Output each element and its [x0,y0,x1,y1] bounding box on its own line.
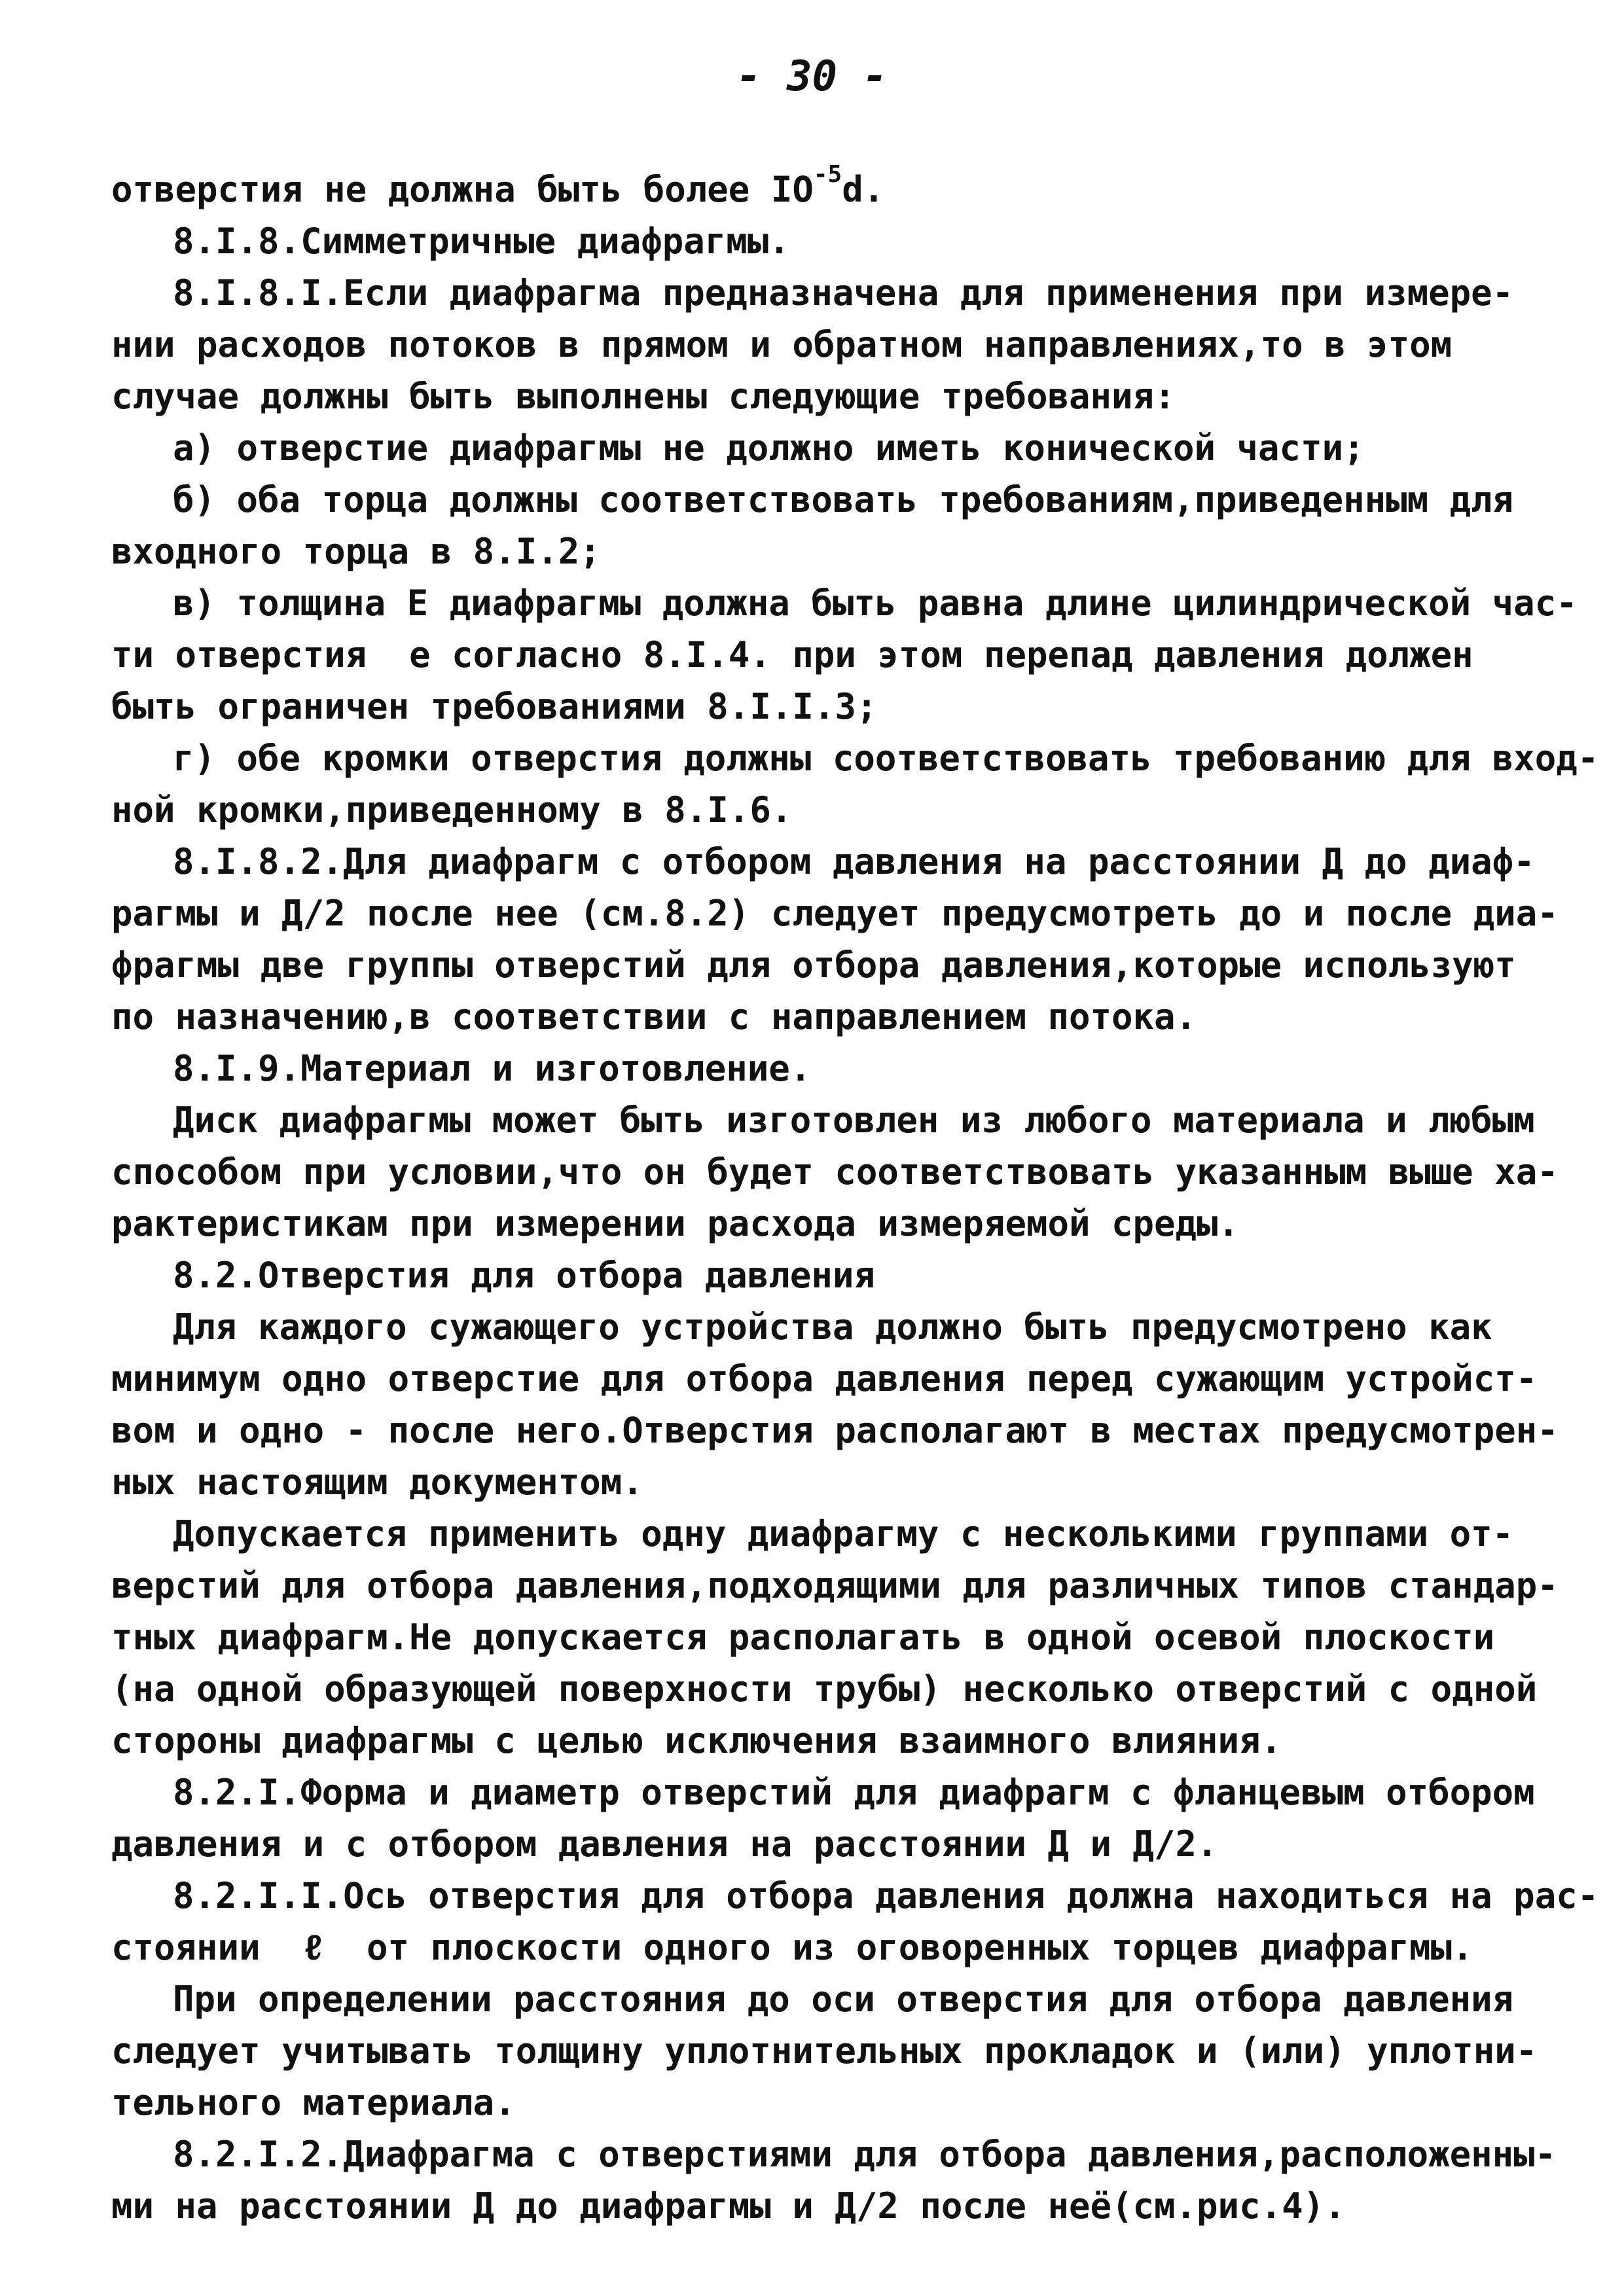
text-line: 8.2.I.Форма и диаметр отверстий для диафрагм с фланцевым отбором [173,1772,1535,1813]
text-line: стоянии ℓ от плоскости одного из оговоренных торцев диафрагмы. [111,1927,1473,1968]
text-line: 8.2.Отверстия для отбора давления [173,1255,875,1296]
text-line: рактеристикам при измерении расхода измеряемой среды. [111,1203,1240,1244]
document-body [111,161,1599,2232]
text-line: верстий для отбора давления,подходящими для различных типов стандар- [111,1565,1559,1606]
text-line: г) обе кромки отверстия должны соответствовать требованию для вход- [173,738,1599,779]
text-line: 8.I.8.I.Если диафрагма предназначена для применения при измере- [173,272,1514,314]
text-line: 8.2.I.I.Ось отверстия для отбора давления должна находиться на рас- [173,1875,1599,1916]
text-line: вом и одно - после него.Отверстия располагают в местах предусмотрен- [111,1410,1559,1451]
text-line: быть ограничен требованиями 8.I.I.3; [111,686,878,727]
text-line: по назначению,в соответствии с направлением потока. [111,996,1197,1037]
text-line: рагмы и Д/2 после нее (см.8.2) следует предусмотреть до и после диа- [111,893,1559,934]
text-line: следует учитывать толщину уплотнительных прокладок и (или) уплотни- [111,2030,1538,2072]
text-line: нии расходов потоков в прямом и обратном направлениях,то в этом [111,324,1453,365]
text-line: в) толщина E диафрагмы должна быть равна длине цилиндрической час- [173,583,1578,624]
text-line: ти отверстия e согласно 8.I.4. при этом перепад давления должен [111,634,1473,675]
text-line: 8.I.9.Материал и изготовление. [173,1048,812,1089]
text-line: Диск диафрагмы может быть изготовлен из любого материала и любым [173,1100,1535,1141]
text-line: ми на расстоянии Д до диафрагмы и Д/2 после неё(см.рис.4). [111,2185,1346,2227]
text-line: б) оба торца должны соответствовать требованиям,приведенным для [173,479,1514,520]
text-line: входного торца в 8.I.2; [111,531,601,572]
text-line: минимум одно отверстие для отбора давления перед сужающим устройст- [111,1358,1538,1399]
text-line: давления и с отбором давления на расстоянии Д и Д/2. [111,1823,1218,1865]
text-line: Допускается применить одну диафрагму с несколькими группами от- [173,1513,1514,1554]
text-line: (на одной образующей поверхности трубы) несколько отверстий с одной [111,1668,1538,1710]
page-number: - 30 - [736,52,888,101]
text-line: тельного материала. [111,2082,516,2123]
text-line: ной кромки,приведенному в 8.I.6. [111,789,793,831]
text-line: а) отверстие диафрагмы не должно иметь конической части; [173,427,1365,469]
text-line: отверстия не должна быть более $IO^{-5}d$. [111,161,885,210]
text-line: фрагмы две группы отверстий для отбора давления,которые используют [111,944,1516,986]
text-line: тных диафрагм.Не допускается располагать в одной осевой плоскости [111,1617,1495,1658]
text-line: ных настоящим документом. [111,1462,643,1503]
text-line: стороны диафрагмы с целью исключения взаимного влияния. [111,1720,1282,1761]
text-line: способом при условии,что он будет соответствовать указанным выше ха- [111,1151,1559,1193]
text-line: 8.I.8.2.Для диафрагм с отбором давления на расстоянии Д до диаф- [173,841,1535,882]
text-line: При определении расстояния до оси отверстия для отбора давления [173,1979,1514,2020]
text-line: 8.2.I.2.Диафрагма с отверстиями для отбора давления,расположенны- [173,2134,1557,2175]
text-line: 8.I.8.Симметричные диафрагмы. [173,221,790,262]
text-line: случае должны быть выполнены следующие требования: [111,376,1176,417]
text-line: Для каждого сужающего устройства должно быть предусмотрено как [173,1306,1492,1348]
